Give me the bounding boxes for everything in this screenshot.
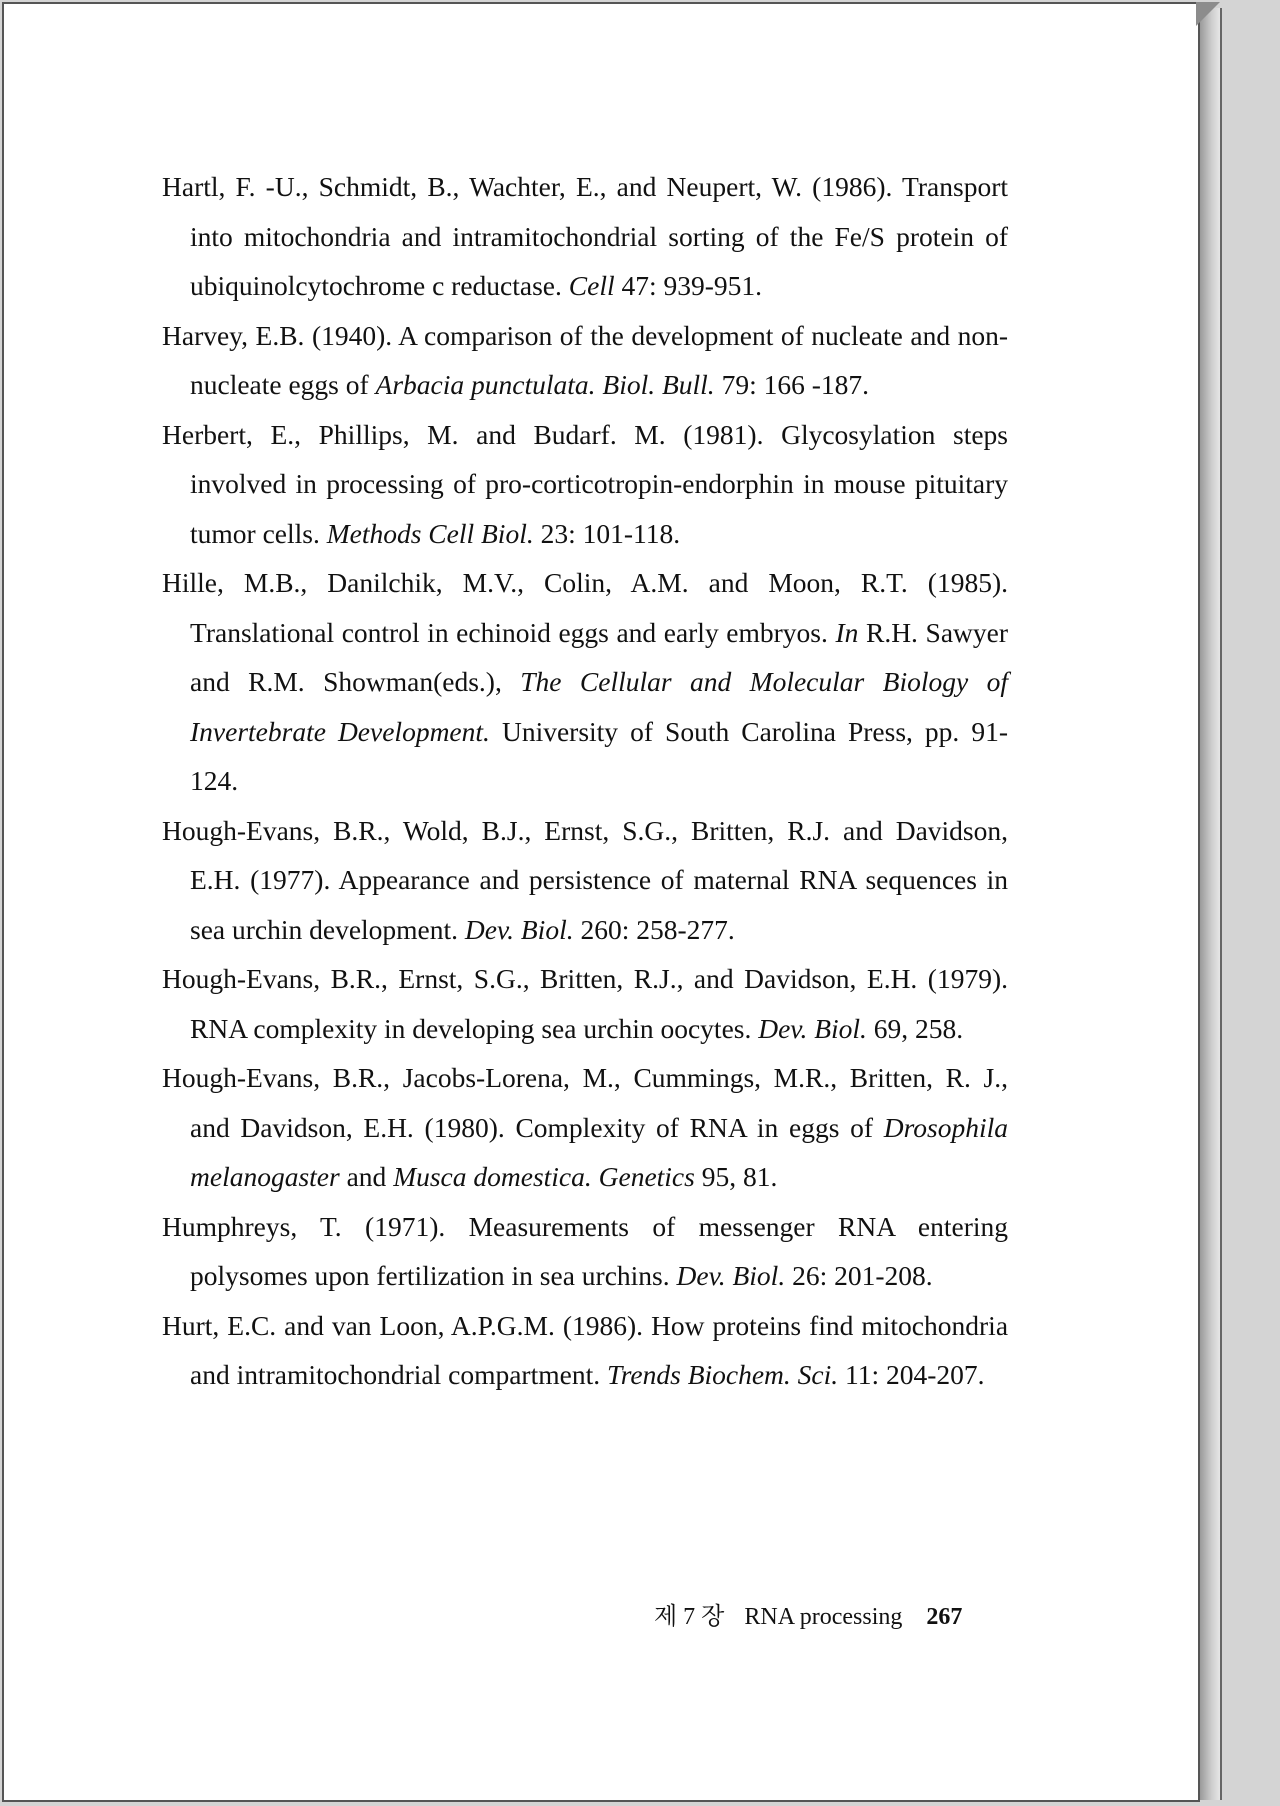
ref-title: How proteins find mitochondria and intramitochondrial compartment. [190,1309,1009,1390]
page-corner-fold [1196,2,1220,26]
ref-journal: Dev. Biol. [758,1012,867,1044]
ref-title: Measurements of messenger RNA entering polysomes upon fertilization in sea urchins. [190,1210,1009,1291]
ref-authors: Harvey, E.B. [162,319,305,351]
ref-year: (1981). [683,418,764,450]
reference-entry [162,410,1008,559]
ref-editors: R.H. Sawyer and R.M. Showman(eds.), [190,616,1008,697]
page-edge-shadow [1200,8,1222,1800]
ref-citation: 23: 101-118. [540,517,681,549]
reference-entry [162,1202,1008,1301]
ref-title: Complexity of RNA in eggs of [515,1111,874,1143]
ref-journal: Trends Biochem. Sci. [606,1359,839,1390]
reference-entry [162,1053,1008,1202]
ref-book-title: The Cellular and Molecular Biology of Invertebrate Development. [190,666,1008,747]
ref-title: A comparison of the development of nucleate and non-nucleate eggs of [190,319,1009,400]
ref-journal: Dev. Biol. [464,913,574,945]
ref-citation: 79: 166 -187. [721,369,869,400]
ref-authors: Hille, M.B., Danilchik, M.V., Colin, A.M. and Moon, R.T. [162,567,908,598]
ref-journal: Drosophila melanogaster [190,1111,1009,1192]
ref-title: Transport into mitochondria and intramitochondrial sorting of the Fe/S protein of ubiquinolcytochrome c reductase. [190,171,1008,301]
ref-year: (1971). [365,1210,446,1242]
ref-authors: Hough-Evans, B.R., Jacobs-Lorena, M., Cummings, M.R., Britten, R. J., and Davidson, E.H. [162,1062,1008,1143]
document-page [2,2,1200,1802]
ref-year: (1980). [424,1111,505,1143]
reference-entry [162,558,1008,806]
ref-year: (1979). [927,963,1008,994]
page-number: 267 [926,1604,963,1630]
ref-authors: Hurt, E.C. and van Loon, A.P.G.M. [162,1309,555,1341]
ref-year: (1985). [927,567,1008,598]
ref-journal: In [835,616,859,648]
reference-entry [162,162,1008,311]
ref-citation: 260: 258-277. [580,913,735,945]
reference-entry [162,311,1008,410]
ref-citation: 69, 258. [873,1012,964,1044]
page-footer [654,1596,962,1631]
ref-citation: 95, 81. [701,1161,778,1192]
ref-journal-2: Musca domestica. Genetics [393,1161,695,1192]
ref-journal: Dev. Biol. [676,1260,786,1291]
ref-year: (1986). [812,171,893,202]
ref-year: (1986). [562,1309,644,1341]
ref-conjunction: and [346,1161,387,1192]
ref-journal: Arbacia punctulata. Biol. Bull. [375,369,715,400]
reference-entry [162,1301,1008,1400]
ref-year: (1977). [250,864,331,895]
ref-year: (1940). [311,319,393,351]
reference-entry [162,806,1008,955]
ref-authors: Hartl, F. -U., Schmidt, B., Wachter, E., and Neupert, W. [162,171,802,202]
ref-authors: Humphreys, T. [162,1210,342,1242]
ref-publisher: University of South Carolina Press, pp. 91-124. [190,715,1009,796]
ref-authors: Hough-Evans, B.R., Ernst, S.G., Britten, R.J., and Davidson, E.H. [162,963,918,994]
ref-citation: 11: 204-207. [845,1359,985,1390]
ref-title: Glycosylation steps involved in processing of pro-corticotropin-endorphin in mouse pituitary tumor cells. [190,418,1008,549]
ref-title: Translational control in echinoid eggs and early embryos. [190,616,828,648]
ref-journal: Cell [568,270,615,301]
ref-authors: Hough-Evans, B.R., Wold, B.J., Ernst, S.G., Britten, R.J. and Davidson, E.H. [162,814,1008,895]
ref-citation: 26: 201-208. [792,1260,933,1291]
chapter-label: 제 7 장 [654,1604,725,1630]
ref-title: Appearance and persistence of maternal RNA sequences in sea urchin development. [190,864,1009,945]
ref-title: RNA complexity in developing sea urchin oocytes. [190,1012,752,1044]
ref-citation: 47: 939-951. [621,270,763,301]
ref-journal: Methods Cell Biol. [326,517,534,549]
running-title: RNA processing [744,1604,903,1630]
ref-authors: Herbert, E., Phillips, M. and Budarf. M. [162,418,666,450]
reference-list [162,162,1008,1400]
reference-entry [162,954,1008,1053]
